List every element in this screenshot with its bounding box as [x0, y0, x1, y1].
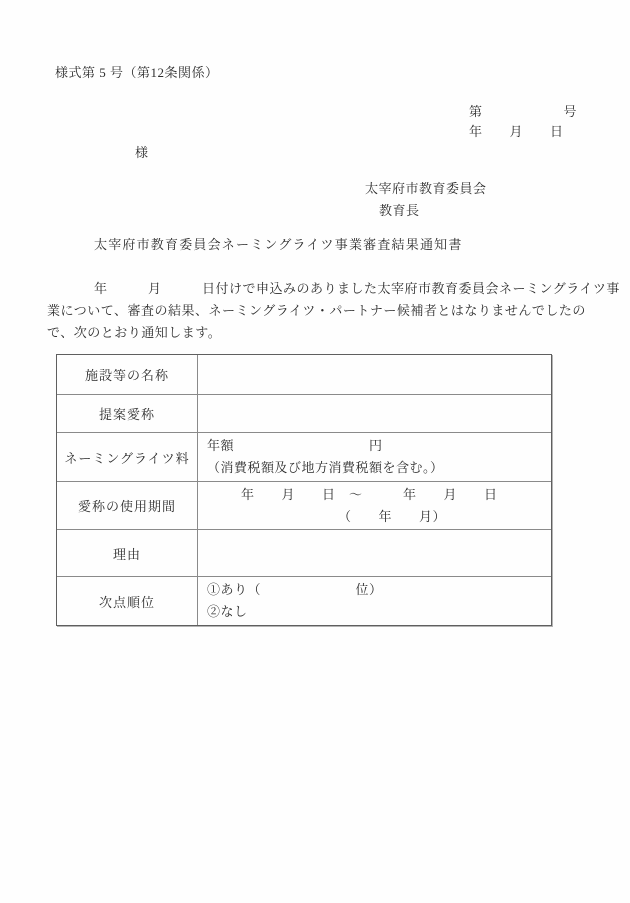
body-line: 業について、審査の結果、ネーミングライツ・パートナー候補者とはなりませんでしたの — [47, 303, 586, 318]
value-line: （ 年 月） — [338, 508, 447, 524]
row-value — [198, 530, 551, 576]
row-value — [198, 482, 551, 529]
row-label: 施設等の名称 — [57, 355, 198, 394]
value-line: 年額 円 — [207, 438, 383, 453]
table-row — [57, 355, 551, 394]
row-label: 理由 — [57, 530, 198, 576]
table-row — [57, 481, 551, 529]
table-row — [57, 394, 551, 432]
row-label: 次点順位 — [57, 577, 198, 625]
row-value — [198, 577, 551, 625]
addressee-honorific: 様 — [135, 145, 149, 160]
value-line: ①あり（ 位） — [207, 582, 383, 597]
value-line: ②なし — [207, 604, 248, 619]
form-number: 様式第 5 号（第12条関係） — [55, 65, 219, 80]
body-line: 年 月 日付けで申込みのありました太宰府市教育委員会ネーミングライツ事 — [94, 281, 620, 296]
value-line: （消費税額及び地方消費税額を含む。） — [207, 460, 444, 475]
row-value — [198, 355, 551, 394]
table-row — [57, 432, 551, 481]
sender-title: 教育長 — [379, 203, 420, 218]
date-line: 年 月 日 — [469, 124, 564, 139]
value-line: 年 月 日 ～ 年 月 日 — [241, 486, 498, 502]
sender-organization: 太宰府市教育委員会 — [365, 181, 487, 196]
table-row — [57, 576, 551, 625]
row-label: 提案愛称 — [57, 395, 198, 432]
table-row — [57, 529, 551, 576]
row-label: 愛称の使用期間 — [57, 482, 198, 529]
body-line: で、次のとおり通知します。 — [47, 325, 222, 340]
row-label: ネーミングライツ料 — [57, 433, 198, 481]
body-paragraph — [47, 278, 620, 344]
document-title: 太宰府市教育委員会ネーミングライツ事業審査結果通知書 — [94, 237, 463, 252]
row-value — [198, 395, 551, 432]
result-table — [56, 354, 552, 626]
row-value — [198, 433, 551, 481]
document-number-line: 第 号 — [469, 104, 578, 119]
